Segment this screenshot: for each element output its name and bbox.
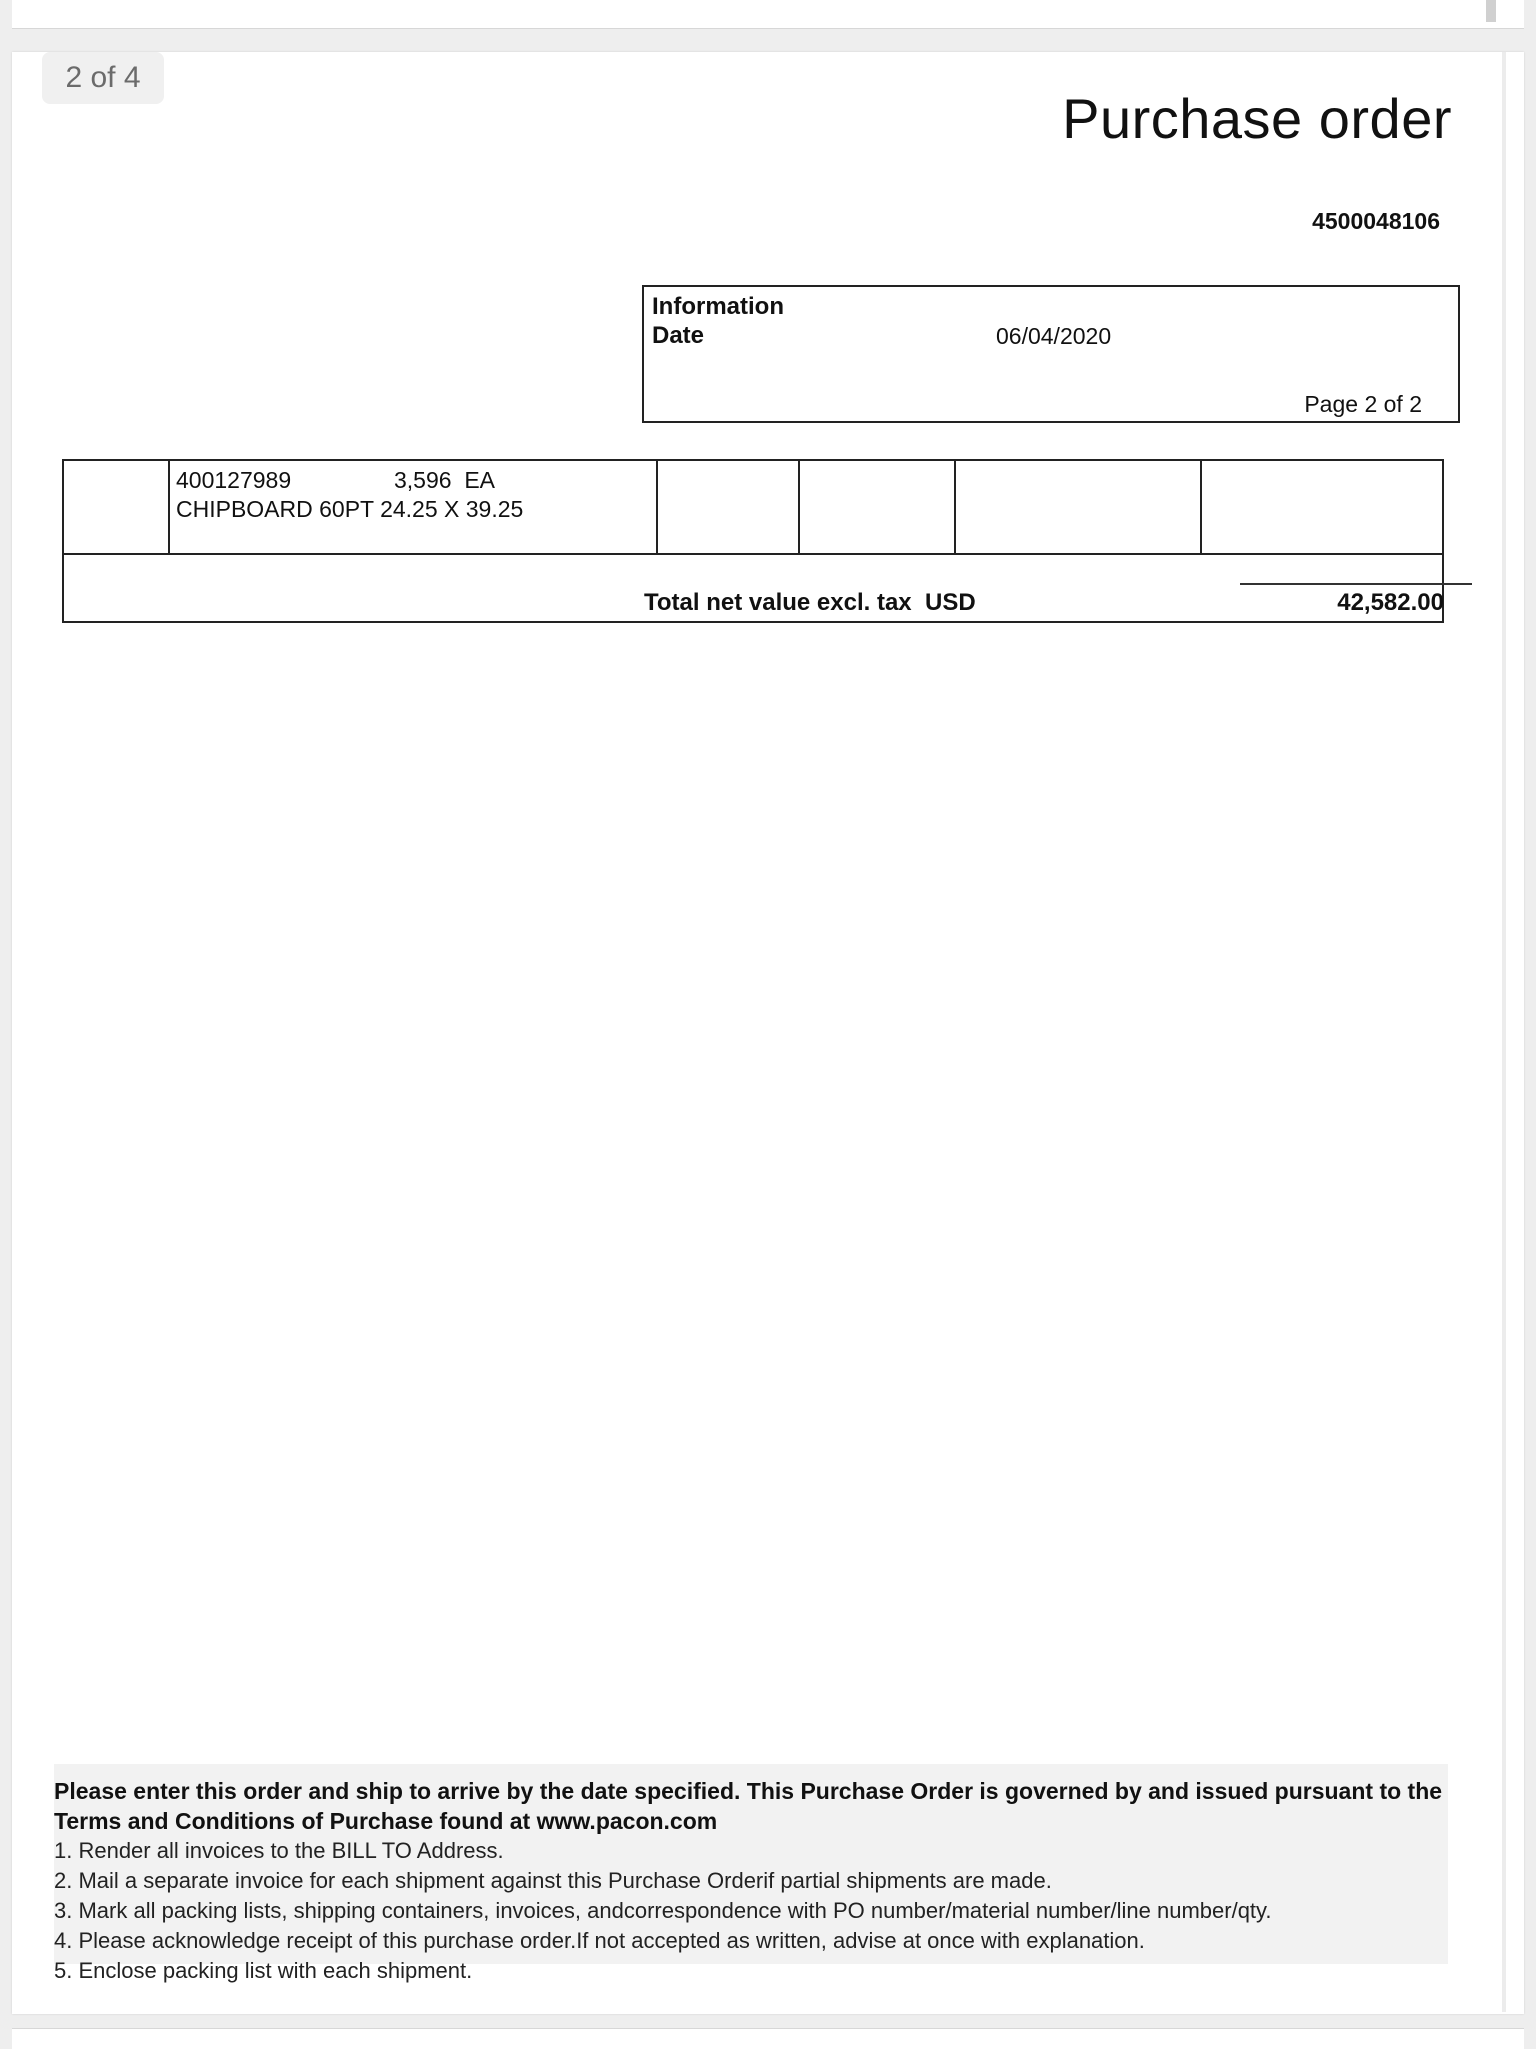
date-label: Date: [652, 322, 705, 349]
table-divider: [168, 461, 170, 553]
terms-intro: Please enter this order and ship to arrive by the date specified. This Purchase Order is governed by and issued pursuant to the Terms and Conditions of Purchase found at www.pacon.com: [54, 1778, 1443, 1834]
table-divider: [1200, 461, 1202, 553]
terms-item: 3. Mark all packing lists, shipping containers, invoices, andcorrespondence with PO number/material number/line number/qty.: [54, 1898, 1272, 1923]
material-number: 400127989: [176, 467, 292, 493]
scrollbar-thumb[interactable]: [1486, 0, 1496, 22]
terms-item: 1. Render all invoices to the BILL TO Address.: [54, 1838, 504, 1863]
table-divider: [954, 461, 956, 553]
terms-item: 5. Enclose packing list with each shipment.: [54, 1958, 473, 1983]
information-box: [642, 285, 1460, 423]
total-label: Total net value excl. tax USD: [644, 589, 976, 616]
terms-item: 2. Mail a separate invoice for each shipment against this Purchase Orderif partial shipments are made.: [54, 1868, 1052, 1893]
information-heading: Information: [652, 293, 784, 320]
table-divider: [798, 461, 800, 553]
terms-section: [54, 1764, 1448, 1983]
document-title: Purchase order: [1062, 87, 1452, 150]
page-indicator: 2 of 4: [42, 52, 164, 104]
item-description: CHIPBOARD 60PT 24.25 X 39.25: [176, 496, 524, 522]
page-count-label: Page 2 of 2: [1304, 391, 1422, 417]
total-row: [62, 553, 1444, 623]
next-page-edge: [12, 2028, 1524, 2049]
terms-list: [54, 1836, 1448, 1986]
page-edge-shadow: [1502, 52, 1506, 2012]
document-page: [12, 52, 1524, 2014]
table-divider: [656, 461, 658, 553]
previous-page-edge: [12, 0, 1524, 29]
item-quantity: 3,596 EA: [394, 467, 496, 493]
terms-item: 4. Please acknowledge receipt of this purchase order.If not accepted as written, advise at once with explanation.: [54, 1928, 1145, 1953]
total-underline: [1240, 583, 1472, 585]
po-number: 4500048106: [1312, 208, 1440, 234]
total-value: 42,582.00: [1337, 589, 1444, 616]
line-items-table: [62, 459, 1444, 555]
date-value: 06/04/2020: [996, 323, 1112, 349]
